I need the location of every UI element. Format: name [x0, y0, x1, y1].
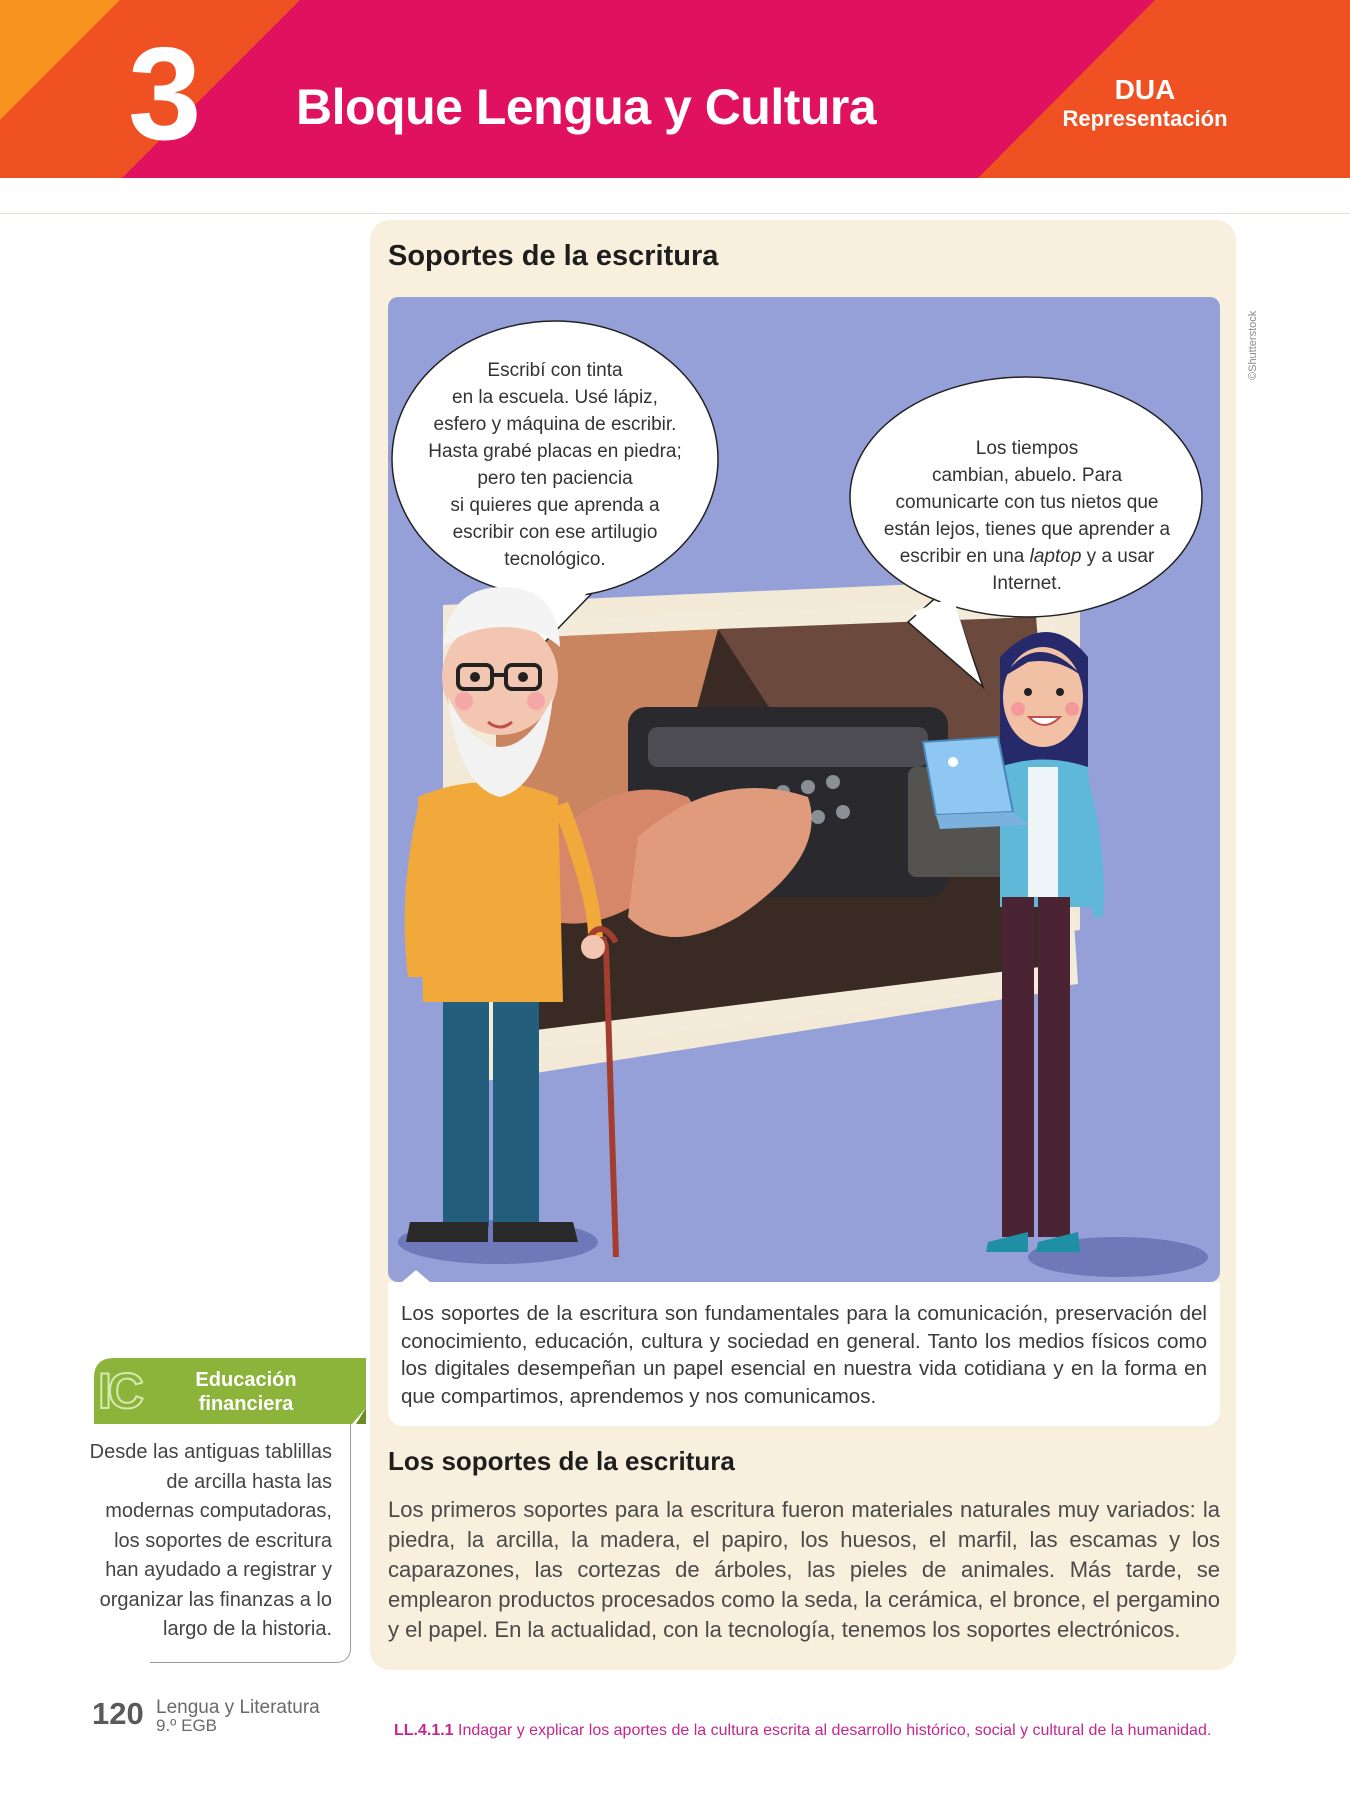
- bubble-left-line: Escribí con tinta: [487, 360, 623, 381]
- bubble-right-line: están lejos, tienes que aprender a: [883, 519, 1171, 540]
- dua-sublabel: Representación: [1062, 106, 1228, 131]
- page-number: 120: [92, 1696, 144, 1731]
- bubble-left-line: esfero y máquina de escribir.: [433, 414, 677, 435]
- subsection-body: Los primeros soportes para la escritura fueron materiales naturales muy variados: la piedra, la arcilla, la madera, el papiro, los huesos, el marfil, las escamas y los caparazones, las cortezas de árboles, las pieles de animales. Más tarde, se emplearon productos procesados como la seda, la cerámica, el bronce, el pergamino y el papel. En la actualidad, con la tecnología, tenemos los soportes electrónicos.: [388, 1497, 1220, 1642]
- bubble-left-line: tecnológico.: [504, 549, 606, 570]
- subsection-title: Los soportes de la escritura: [388, 1446, 735, 1476]
- bubble-left-line: escribir con ese artilugio: [452, 522, 658, 543]
- financial-education-text: Desde las antiguas tablillas de arcilla hasta las modernas computadoras, los soportes de escritura han ayudado a registrar y organizar las finanzas a lo largo de la historia.: [89, 1441, 332, 1640]
- header-divider: [0, 213, 1350, 214]
- illustration-caption: Los soportes de la escritura son fundamentales para la comunicación, preservación del conocimiento, educación, cultura y sociedad en general. Tanto los medios físicos como los digitales desempeñan un papel esencial en nuestra vida cotidiana y en la forma en que compartimos, aprendemos y nos comunicamos.: [401, 1302, 1207, 1408]
- skill-criterion: LL.4.1.1 Indagar y explicar los aportes de la cultura escrita al desarrollo histórico, social y cultural de la humanidad.: [394, 1722, 1212, 1739]
- image-credit: ©Shutterstock: [1247, 310, 1259, 380]
- book-grade: 9.º EGB: [156, 1716, 218, 1735]
- bubble-left-line: si quieres que aprenda a: [450, 495, 660, 516]
- bubble-right-line: Los tiempos: [975, 438, 1079, 459]
- ic-icon: IC: [98, 1363, 140, 1419]
- bubble-right-line: Internet.: [992, 573, 1062, 594]
- book-subject: Lengua y Literatura: [156, 1697, 320, 1718]
- bubble-right-line: comunicarte con tus nietos que: [895, 492, 1159, 513]
- comic-scene: [388, 297, 1220, 1282]
- section-title: Soportes de la escritura: [388, 240, 719, 272]
- bubble-left-line: pero ten paciencia: [477, 468, 633, 489]
- illustration: [388, 297, 1220, 1282]
- page-title: Bloque Lengua y Cultura: [296, 79, 877, 135]
- bubble-left-line: en la escuela. Usé lápiz,: [452, 387, 658, 408]
- bubble-right-line: escribir en una laptop y a usar: [899, 546, 1155, 567]
- bubble-right-line: cambian, abuelo. Para: [931, 465, 1123, 486]
- financial-education-title: Educación financiera: [195, 1369, 297, 1415]
- caption-pointer: [402, 1270, 430, 1282]
- bubble-left-line: Hasta grabé placas en piedra;: [428, 441, 682, 462]
- dua-label: DUA: [1114, 74, 1176, 105]
- block-number: 3: [128, 20, 202, 167]
